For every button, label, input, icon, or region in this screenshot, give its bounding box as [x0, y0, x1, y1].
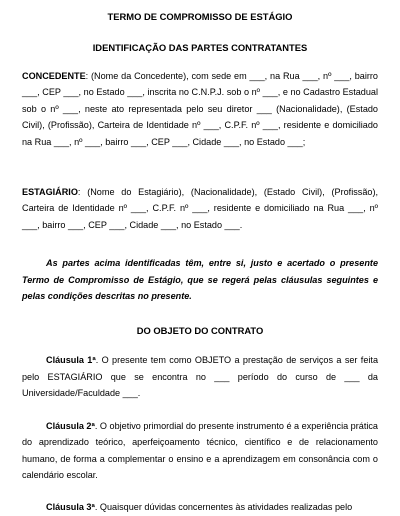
clausula-1-text: . O presente tem como OBJETO a prestação de serviços a ser feita pelo ESTAGIÁRIO que se encontra no ___ período do curso de ___ da Universidade/Faculdade ___. — [22, 355, 378, 399]
clausula-3-paragraph — [22, 499, 378, 515]
concedente-text: : (Nome da Concedente), com sede em ___, na Rua ___, nº ___, bairro ___, CEP ___, no Estado ___, inscrita no C.N.P.J. sob o nº ___, e no Cadastro Estadual sob o nº ___, neste ato representada pelo seu diretor ___ (Nacionalidade), (Estado Civil), (Profissão), Carteira de Identidade nº ___, C.P.F. nº ___, residente e domiciliado na Rua ___, nº ___, bairro ___, CEP ___, Cidade ___, no Estado ___; — [22, 71, 378, 147]
clausula-3-text: . Quaisquer dúvidas concernentes às atividades realizadas pelo — [94, 502, 353, 513]
objeto-heading: DO OBJETO DO CONTRATO — [136, 325, 264, 337]
clausula-1-paragraph — [22, 352, 378, 401]
document-title: TERMO DE COMPROMISSO DE ESTÁGIO — [107, 11, 293, 22]
parties-heading: IDENTIFICAÇÃO DAS PARTES CONTRATANTES — [92, 42, 308, 53]
clausula-2-paragraph — [22, 418, 378, 484]
clausula-3-label: Cláusula 3ª — [46, 502, 95, 513]
partes-paragraph: As partes acima identificadas têm, entre si, justo e acertado o presente Termo de Compromisso de Estágio, que se regerá pelas cláusulas seguintes e pelas condições descritas no presente. — [22, 258, 378, 302]
estagiario-text: : (Nome do Estagiário), (Nacionalidade), (Estado Civil), (Profissão), Carteira de Identidade nº ___, C.P.F. nº ___, residente e domiciliado na Rua ___, nº ___, bairro ___, CEP ___, Cidade ___, no Estado ___. — [22, 187, 378, 230]
clausula-1-label: Cláusula 1ª — [46, 355, 96, 366]
clausula-2-text: . O objetivo primordial do presente instrumento é a experiência prática do aprendizado teórico, aperfeiçoamento técnico, científico e de relacionamento humano, de forma a complementar o ensino e a aprendizagem em consonância com o calendário escolar. — [22, 420, 378, 480]
clausula-2-label: Cláusula 2ª — [46, 420, 95, 431]
estagiario-label: ESTAGIÁRIO — [22, 187, 78, 198]
concedente-label: CONCEDENTE — [22, 71, 86, 81]
concedente-paragraph — [22, 68, 378, 150]
estagiario-paragraph — [22, 184, 378, 233]
